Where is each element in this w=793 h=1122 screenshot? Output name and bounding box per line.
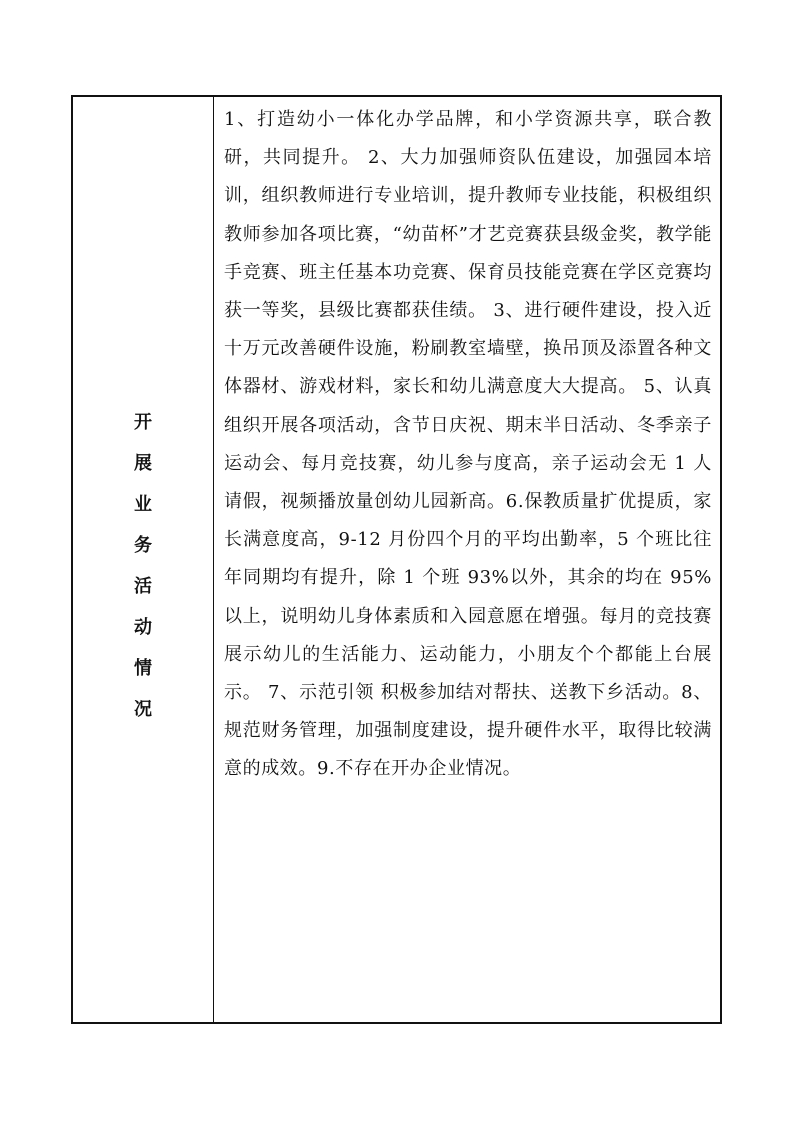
section-label-char: 展 bbox=[134, 453, 152, 474]
section-label-char: 业 bbox=[134, 494, 152, 515]
text-line: 勤率，5 个班比往年同期均有提升，除 1 个班 93%以 bbox=[224, 529, 712, 589]
text-line: 无 1 人请假，视频播放量创幼儿园新高。6.保教质量 bbox=[224, 452, 712, 513]
text-line: 子运动会、每月竞技赛，幼儿参与度高，亲子运动会 bbox=[224, 414, 712, 474]
text-line: 极参加结对帮扶、送教下乡活动。8、规范财务管理， bbox=[224, 682, 712, 742]
text-line: 园本培训，组织教师进行专业培训，提升教师专业技 bbox=[224, 147, 712, 207]
text-line: 育员技能竞赛在学区竞赛均获一等奖，县级比赛都获 bbox=[224, 261, 712, 322]
text-line: 戏材料，家长和幼儿满意度大大提高。 5、认真组织 bbox=[224, 376, 712, 436]
content-cell bbox=[214, 97, 720, 1022]
section-label-char: 务 bbox=[134, 535, 152, 556]
section-label-cell bbox=[73, 97, 214, 1022]
section-label bbox=[73, 402, 213, 730]
text-line: 外，其余的均在 95%以上，说明幼儿身体素质和入园 bbox=[224, 567, 712, 627]
text-line: 1、打造幼小一体化办学品牌，和小学资源共享，联合 bbox=[224, 109, 694, 130]
section-label-char: 情 bbox=[134, 658, 152, 679]
section-label-char: 活 bbox=[134, 576, 152, 597]
text-line: 加强制度建设，提升硬件水平，取得比较满意的成效。 bbox=[224, 720, 712, 780]
section-label-char: 开 bbox=[134, 412, 152, 433]
text-line: 开展各项活动，含节日庆祝、期末半日活动、冬季亲 bbox=[261, 414, 694, 436]
text-line: 获县级金奖，教学能手竞赛、班主任基本功竞赛、保 bbox=[224, 223, 713, 283]
activity-form-table bbox=[71, 95, 722, 1024]
activity-description bbox=[224, 101, 712, 789]
section-label-char: 况 bbox=[134, 699, 152, 720]
text-line: 施，粉刷教室墙壁，换吊顶及添置各种文体器材、游 bbox=[224, 338, 712, 398]
text-line: 扩优提质，家长满意度高，9-12 月份四个月的平均出 bbox=[224, 491, 712, 551]
text-line: 动能力，小朋友个个都能上台展示。 7、示范引领 积 bbox=[224, 643, 712, 704]
section-label-char: 动 bbox=[134, 617, 152, 638]
text-line: 意愿在增强。每月的竞技赛展示幼儿的生活能力、运 bbox=[224, 605, 712, 665]
text-line: 教研，共同提升。 2、大力加强师资队伍建设，加强 bbox=[224, 109, 712, 169]
text-line: 9.不存在开办企业情况。 bbox=[317, 758, 522, 780]
text-line: 能，积极组织教师参加各项比赛，“幼苗杯”才艺竞赛 bbox=[224, 185, 712, 245]
text-line: 佳绩。 3、进行硬件建设，投入近十万元改善硬件设 bbox=[224, 300, 712, 360]
